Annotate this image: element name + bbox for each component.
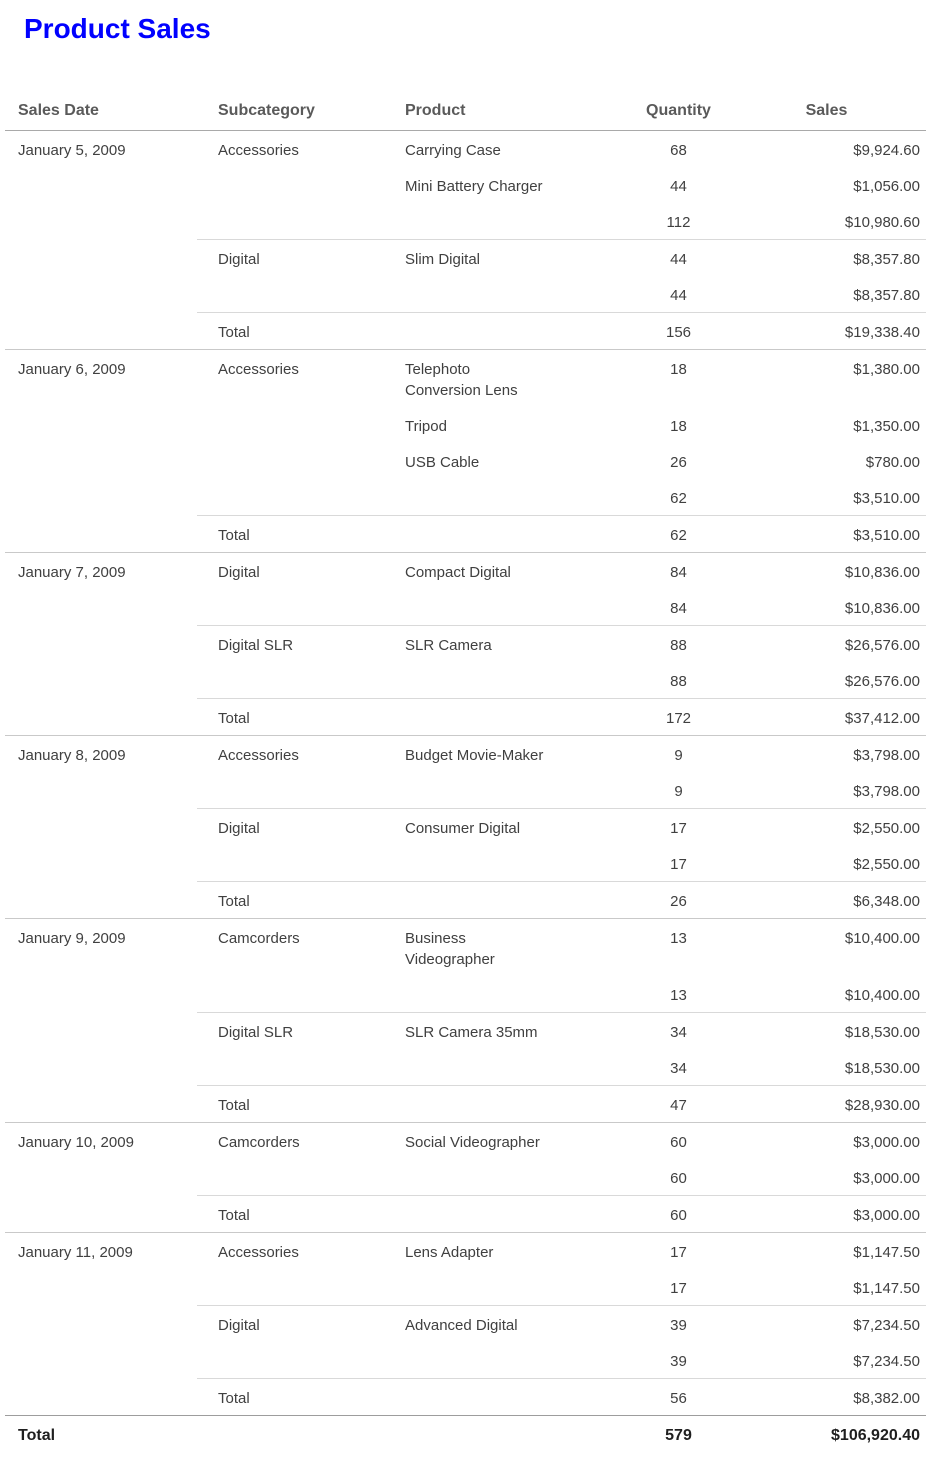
- product-cell: Compact Digital: [405, 564, 511, 581]
- subcategory-cell: Accessories: [218, 361, 299, 378]
- subtotal-row: [5, 479, 926, 515]
- subtotal-row: [5, 276, 926, 312]
- sales-cell: $10,400.00: [844, 987, 920, 1004]
- sales-cell: $18,530.00: [844, 1024, 920, 1041]
- sales-cell: $10,836.00: [844, 600, 920, 617]
- subcategory-cell: Digital: [218, 564, 260, 581]
- sales-cell: $3,000.00: [853, 1170, 920, 1187]
- sales-cell: $3,510.00: [853, 490, 920, 507]
- sales-cell: $1,147.50: [853, 1280, 920, 1297]
- product-cell: SLR Camera 35mm: [405, 1024, 538, 1041]
- product-cell: Lens Adapter: [405, 1244, 494, 1261]
- sales-cell: $2,550.00: [853, 820, 920, 837]
- quantity-cell: 17: [670, 1280, 687, 1297]
- product-cell: Carrying Case: [405, 142, 501, 159]
- product-row: [5, 131, 926, 167]
- table-body: [5, 131, 926, 1415]
- sales-cell: $2,550.00: [853, 856, 920, 873]
- quantity-cell: 39: [670, 1353, 687, 1370]
- subcategory-cell: Total: [218, 324, 250, 341]
- subcategory-cell: Total: [218, 527, 250, 544]
- subtotal-row: [5, 662, 926, 698]
- quantity-cell: 84: [670, 600, 687, 617]
- group-total-row: [5, 313, 926, 349]
- product-row: [5, 1233, 926, 1269]
- sales-cell: $3,510.00: [853, 527, 920, 544]
- product-row: [5, 1306, 926, 1342]
- quantity-cell: 26: [670, 454, 687, 471]
- quantity-cell: 18: [670, 361, 687, 378]
- group-total-row: [5, 1379, 926, 1415]
- sales-cell: $1,056.00: [853, 178, 920, 195]
- grand-total-quantity: 579: [665, 1427, 692, 1444]
- sales-cell: $7,234.50: [853, 1353, 920, 1370]
- product-cell: Social Videographer: [405, 1134, 540, 1151]
- date-cell: January 6, 2009: [18, 361, 126, 378]
- product-cell: Mini Battery Charger: [405, 178, 543, 195]
- column-header-sales-date: Sales Date: [18, 102, 99, 119]
- quantity-cell: 34: [670, 1060, 687, 1077]
- group-total-row: [5, 882, 926, 918]
- group-total-row: [5, 1086, 926, 1122]
- quantity-cell: 88: [670, 673, 687, 690]
- sales-cell: $37,412.00: [844, 710, 920, 727]
- product-cell: Business Videographer: [405, 930, 495, 968]
- product-row: [5, 626, 926, 662]
- subcategory-cell: Digital: [218, 820, 260, 837]
- quantity-cell: 26: [670, 893, 687, 910]
- subcategory-cell: Total: [218, 893, 250, 910]
- quantity-cell: 172: [665, 710, 692, 727]
- product-row: [5, 919, 926, 976]
- quantity-cell: 47: [670, 1097, 687, 1114]
- quantity-cell: 13: [670, 987, 687, 1004]
- sales-cell: $1,147.50: [853, 1244, 920, 1261]
- grand-total-label: Total: [18, 1427, 56, 1444]
- subcategory-cell: Total: [218, 1390, 250, 1407]
- table-header-row: [5, 101, 926, 131]
- quantity-cell: 44: [670, 178, 687, 195]
- quantity-cell: 34: [670, 1024, 687, 1041]
- sales-cell: $18,530.00: [844, 1060, 920, 1077]
- subcategory-cell: Accessories: [218, 142, 299, 159]
- subtotal-row: [5, 845, 926, 881]
- column-header-product: Product: [405, 102, 466, 119]
- quantity-cell: 9: [674, 747, 683, 764]
- quantity-cell: 156: [665, 324, 692, 341]
- sales-cell: $26,576.00: [844, 637, 920, 654]
- quantity-cell: 17: [670, 1244, 687, 1261]
- sales-cell: $3,000.00: [853, 1207, 920, 1224]
- product-row: [5, 809, 926, 845]
- subcategory-cell: Digital SLR: [218, 637, 294, 654]
- grand-total-row: [5, 1415, 926, 1452]
- sales-cell: $19,338.40: [844, 324, 920, 341]
- subtotal-row: [5, 772, 926, 808]
- sales-cell: $10,980.60: [844, 214, 920, 231]
- subcategory-cell: Digital SLR: [218, 1024, 294, 1041]
- product-row: [5, 443, 926, 479]
- quantity-cell: 13: [670, 930, 687, 947]
- group-total-row: [5, 1196, 926, 1232]
- quantity-cell: 60: [670, 1207, 687, 1224]
- subcategory-cell: Camcorders: [218, 1134, 300, 1151]
- subcategory-cell: Camcorders: [218, 930, 300, 947]
- quantity-cell: 56: [670, 1390, 687, 1407]
- product-cell: USB Cable: [405, 454, 480, 471]
- subcategory-cell: Accessories: [218, 747, 299, 764]
- sales-table: [5, 101, 926, 1452]
- quantity-cell: 62: [670, 490, 687, 507]
- quantity-cell: 9: [674, 783, 683, 800]
- quantity-cell: 44: [670, 251, 687, 268]
- quantity-cell: 39: [670, 1317, 687, 1334]
- quantity-cell: 44: [670, 287, 687, 304]
- column-header-sales: Sales: [805, 102, 848, 119]
- product-cell: SLR Camera: [405, 637, 492, 654]
- quantity-cell: 18: [670, 418, 687, 435]
- sales-cell: $26,576.00: [844, 673, 920, 690]
- date-cell: January 8, 2009: [18, 747, 126, 764]
- subtotal-row: [5, 976, 926, 1012]
- product-row: [5, 240, 926, 276]
- product-row: [5, 1013, 926, 1049]
- quantity-cell: 88: [670, 637, 687, 654]
- sales-cell: $3,798.00: [853, 747, 920, 764]
- sales-cell: $1,350.00: [853, 418, 920, 435]
- date-cell: January 11, 2009: [18, 1244, 133, 1261]
- grand-total-sales: $106,920.40: [831, 1427, 920, 1444]
- sales-cell: $8,357.80: [853, 287, 920, 304]
- group-total-row: [5, 699, 926, 735]
- sales-cell: $7,234.50: [853, 1317, 920, 1334]
- subcategory-cell: Total: [218, 1207, 250, 1224]
- subtotal-row: [5, 1269, 926, 1305]
- sales-cell: $1,380.00: [853, 361, 920, 378]
- product-cell: Telephoto Conversion Lens: [405, 361, 518, 399]
- subcategory-cell: Accessories: [218, 1244, 299, 1261]
- quantity-cell: 60: [670, 1170, 687, 1187]
- column-header-subcategory: Subcategory: [218, 102, 315, 119]
- product-cell: Advanced Digital: [405, 1317, 518, 1334]
- product-cell: Tripod: [405, 418, 447, 435]
- product-cell: Slim Digital: [405, 251, 481, 268]
- sales-cell: $10,400.00: [844, 930, 920, 947]
- date-cell: January 10, 2009: [18, 1134, 134, 1151]
- sales-cell: $3,798.00: [853, 783, 920, 800]
- date-cell: January 5, 2009: [18, 142, 126, 159]
- sales-cell: $6,348.00: [853, 893, 920, 910]
- subcategory-cell: Digital: [218, 251, 260, 268]
- sales-cell: $28,930.00: [844, 1097, 920, 1114]
- subtotal-row: [5, 1159, 926, 1195]
- product-cell: Budget Movie-Maker: [405, 747, 544, 764]
- subcategory-cell: Total: [218, 710, 250, 727]
- product-row: [5, 350, 926, 407]
- quantity-cell: 68: [670, 142, 687, 159]
- product-row: [5, 167, 926, 203]
- product-row: [5, 736, 926, 772]
- report-title: Product Sales: [24, 13, 211, 44]
- product-row: [5, 1123, 926, 1159]
- date-cell: January 7, 2009: [18, 564, 126, 581]
- sales-cell: $10,836.00: [844, 564, 920, 581]
- group-total-row: [5, 516, 926, 552]
- sales-cell: $8,382.00: [853, 1390, 920, 1407]
- subcategory-cell: Digital: [218, 1317, 260, 1334]
- subtotal-row: [5, 1342, 926, 1378]
- subtotal-row: [5, 203, 926, 239]
- subcategory-cell: Total: [218, 1097, 250, 1114]
- sales-cell: $9,924.60: [853, 142, 920, 159]
- quantity-cell: 84: [670, 564, 687, 581]
- quantity-cell: 112: [666, 214, 691, 231]
- sales-cell: $8,357.80: [853, 251, 920, 268]
- quantity-cell: 60: [670, 1134, 687, 1151]
- subtotal-row: [5, 589, 926, 625]
- column-header-quantity: Quantity: [646, 102, 711, 119]
- product-row: [5, 407, 926, 443]
- quantity-cell: 17: [670, 820, 687, 837]
- quantity-cell: 62: [670, 527, 687, 544]
- sales-cell: $780.00: [865, 454, 920, 471]
- product-row: [5, 553, 926, 589]
- subtotal-row: [5, 1049, 926, 1085]
- quantity-cell: 17: [670, 856, 687, 873]
- date-cell: January 9, 2009: [18, 930, 126, 947]
- product-cell: Consumer Digital: [405, 820, 521, 837]
- sales-cell: $3,000.00: [853, 1134, 920, 1151]
